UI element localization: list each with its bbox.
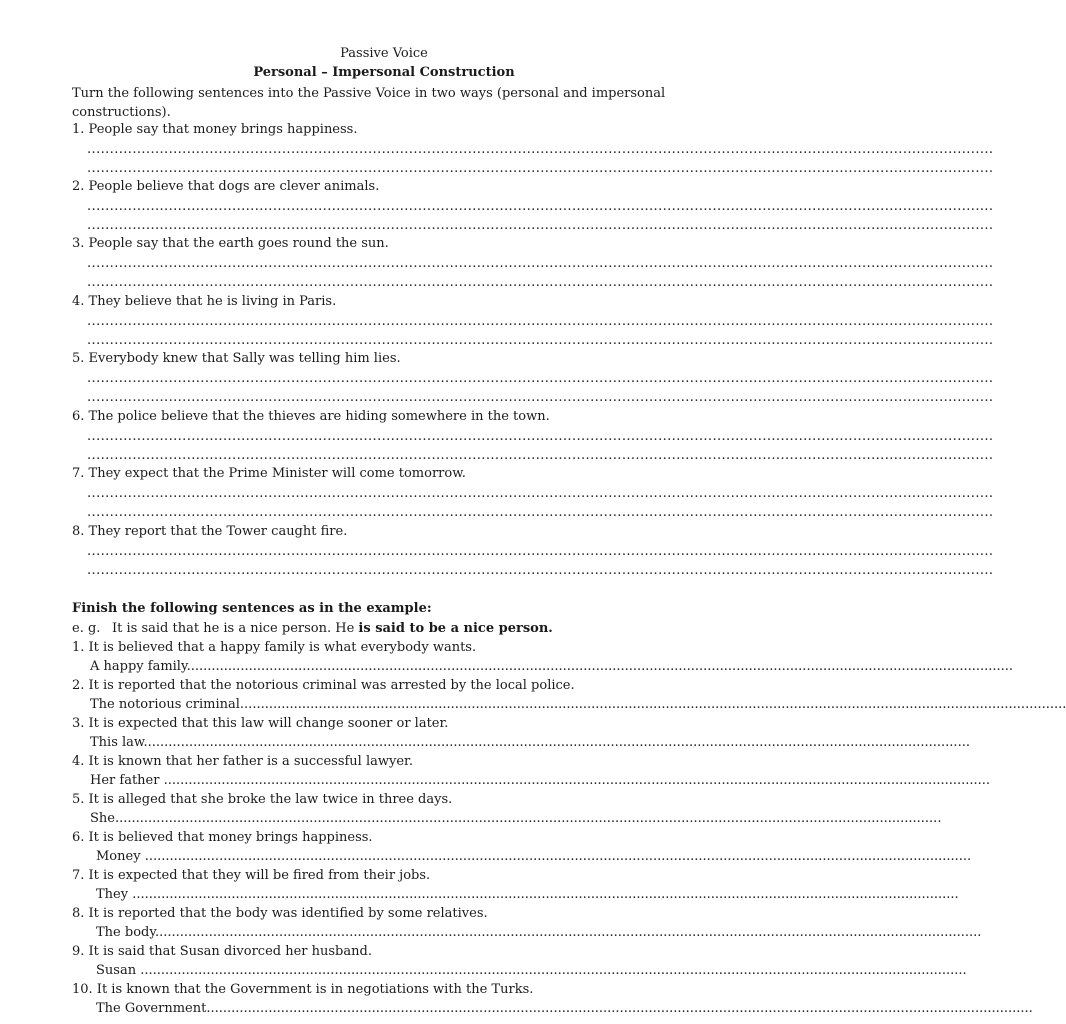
exercise-2-question: 1. It is believed that a happy family is what everybody wants. [72, 640, 477, 655]
answer-dots: ........................................................................................................................................................................................................ [132, 887, 959, 902]
exercise-2-question: 7. It is expected that they will be fired from their jobs. [72, 868, 431, 883]
instructions: Turn the following sentences into the Passive Voice in two ways (personal and impersonal constructions). [72, 86, 666, 120]
answer-line: ........................................................................................................................................................................................................ [87, 161, 994, 176]
exercise-2-question: 8. It is reported that the body was identified by some relatives. [72, 906, 488, 921]
answer-start: Her father [90, 773, 164, 788]
exercise-2-question: 6. It is believed that money brings happiness. [72, 830, 373, 845]
answer-start: A happy family [90, 659, 187, 674]
exercise-2-answer-line [96, 962, 967, 980]
answer-start: The Government [96, 1001, 207, 1016]
example-row [72, 620, 553, 638]
exercise-1-item: 4. They believe that he is living in Paris. [72, 294, 337, 309]
answer-line: ........................................................................................................................................................................................................ [87, 390, 994, 405]
answer-line: ........................................................................................................................................................................................................ [87, 314, 994, 329]
answer-dots: ........................................................................................................................................................................................................ [163, 773, 991, 788]
exercise-2-question: 2. It is reported that the notorious criminal was arrested by the local police. [72, 678, 575, 693]
exercise-2-answer-line [96, 848, 972, 866]
answer-dots: ........................................................................................................................................................................................................ [144, 849, 972, 864]
answer-start: They [96, 887, 133, 902]
answer-line: ........................................................................................................................................................................................................ [87, 563, 994, 578]
page-title: Passive Voice [340, 46, 428, 61]
answer-dots: ........................................................................................................................................................................................................ [143, 735, 970, 750]
exercise-2-answer-line [96, 886, 959, 904]
answer-line: ........................................................................................................................................................................................................ [87, 371, 994, 386]
exercise-2-answer-line [90, 696, 1066, 714]
exercise-2-question: 4. It is known that her father is a successful lawyer. [72, 754, 413, 769]
answer-line: ........................................................................................................................................................................................................ [87, 256, 994, 271]
page-subtitle: Personal – Impersonal Construction [253, 65, 515, 80]
answer-start: The notorious criminal [90, 697, 240, 712]
exercise-2-answer-line [90, 658, 1014, 676]
exercise-1-item: 3. People say that the earth goes round the sun. [72, 236, 389, 251]
example-sentence: It is said that he is a nice person. He [112, 621, 359, 636]
answer-line: ........................................................................................................................................................................................................ [87, 448, 994, 463]
exercise-2-answer-line [90, 810, 942, 828]
answer-line: ........................................................................................................................................................................................................ [87, 142, 994, 157]
answer-dots: ........................................................................................................................................................................................................ [239, 697, 1066, 712]
exercise-1-item: 5. Everybody knew that Sally was telling him lies. [72, 351, 401, 366]
answer-dots: ........................................................................................................................................................................................................ [154, 925, 982, 940]
answer-start: This law [90, 735, 144, 750]
answer-start: The body [96, 925, 155, 940]
exercise-1-item: 1. People say that money brings happiness. [72, 122, 358, 137]
answer-line: ........................................................................................................................................................................................................ [87, 275, 994, 290]
answer-line: ........................................................................................................................................................................................................ [87, 429, 994, 444]
answer-line: ........................................................................................................................................................................................................ [87, 486, 994, 501]
answer-dots: ........................................................................................................................................................................................................ [114, 811, 942, 826]
example-label: e. g. [72, 621, 101, 636]
exercise-2-answer-line [90, 734, 970, 752]
answer-start: Money [96, 849, 145, 864]
answer-line: ........................................................................................................................................................................................................ [87, 505, 994, 520]
exercise-2-question: 10. It is known that the Government is in negotiations with the Turks. [72, 982, 534, 997]
exercise-1-item: 7. They expect that the Prime Minister will come tomorrow. [72, 466, 466, 481]
exercise-1-item: 8. They report that the Tower caught fire. [72, 524, 348, 539]
exercise-2-question: 3. It is expected that this law will change sooner or later. [72, 716, 449, 731]
example-answer: is said to be a nice person. [358, 621, 553, 636]
answer-dots: ........................................................................................................................................................................................................ [186, 659, 1014, 674]
exercise-2-answer-line [96, 1000, 1033, 1018]
exercise-2-heading: Finish the following sentences as in the example: [72, 601, 432, 616]
answer-start: She [90, 811, 115, 826]
exercise-2-question: 9. It is said that Susan divorced her husband. [72, 944, 372, 959]
answer-dots: ........................................................................................................................................................................................................ [140, 963, 967, 978]
exercise-1-item: 2. People believe that dogs are clever animals. [72, 179, 380, 194]
answer-start: Susan [96, 963, 141, 978]
answer-line: ........................................................................................................................................................................................................ [87, 218, 994, 233]
answer-dots: ........................................................................................................................................................................................................ [206, 1001, 1033, 1016]
exercise-1-item: 6. The police believe that the thieves are hiding somewhere in the town. [72, 409, 550, 424]
answer-line: ........................................................................................................................................................................................................ [87, 333, 994, 348]
answer-line: ........................................................................................................................................................................................................ [87, 544, 994, 559]
exercise-2-question: 5. It is alleged that she broke the law twice in three days. [72, 792, 453, 807]
exercise-2-answer-line [90, 772, 991, 790]
exercise-2-answer-line [96, 924, 982, 942]
answer-line: ........................................................................................................................................................................................................ [87, 199, 994, 214]
